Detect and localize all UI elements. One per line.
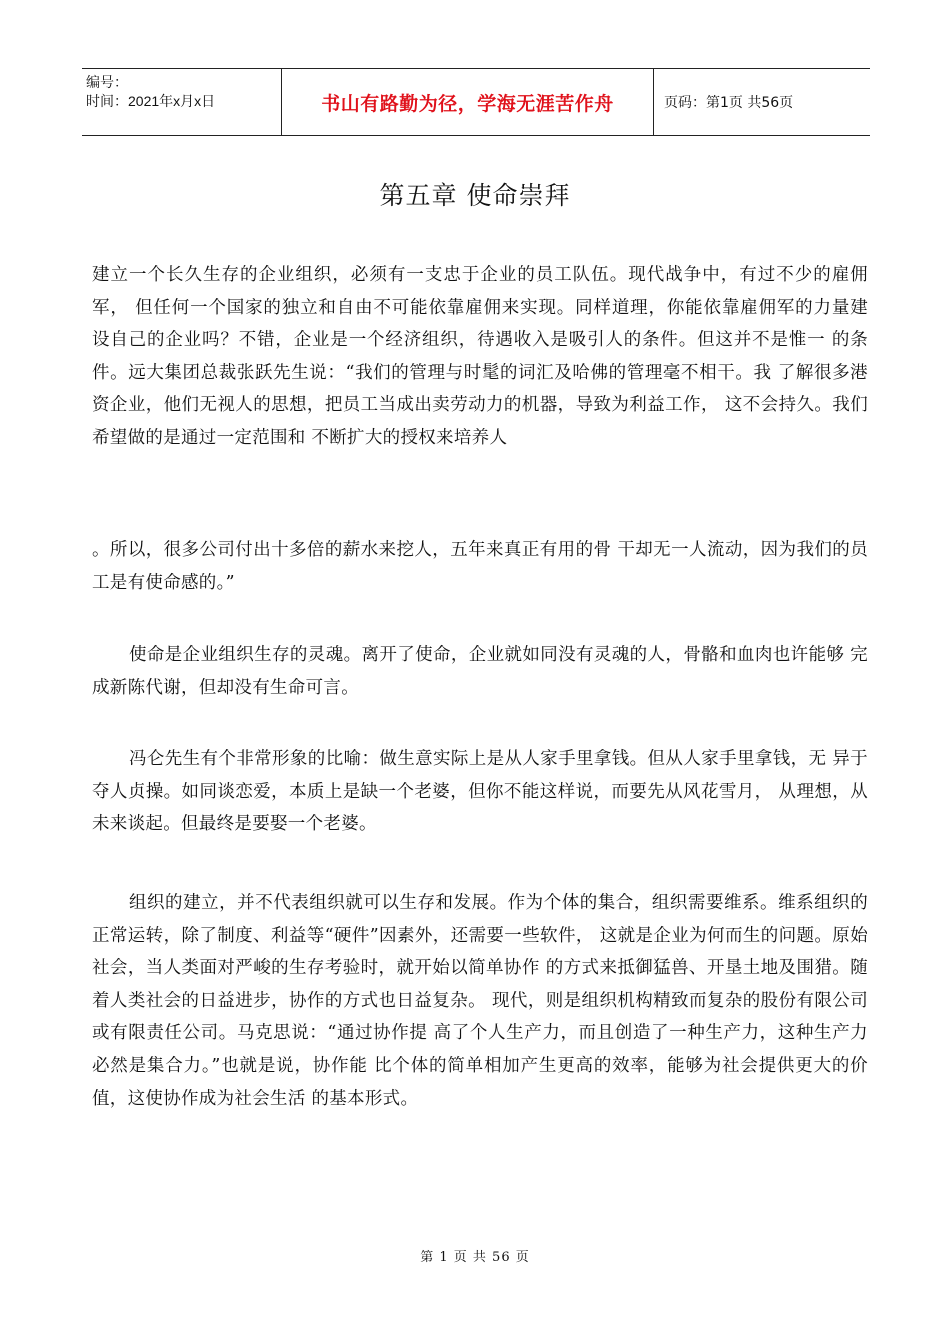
chapter-title: 第五章 使命崇拜 — [379, 181, 571, 210]
header-meta-cell — [82, 69, 282, 135]
paragraph-1: 建立一个长久生存的企业组织，必须有一支忠于企业的员工队伍。现代战争中，有过不少的雇佣军， 但任何一个国家的独立和自由不可能依靠雇佣来实现。同样道理，你能依靠雇佣军的力量建 设自己的企业吗？不错，企业是一个经济组织，待遇收入是吸引人的条件。但这并不是惟一 的条件。远大集团总裁张跃先生说：“我们的管理与时髦的词汇及哈佛的管理毫不相干。我 了解很多港资企业，他们无视人的思想，把员工当成出卖劳动力的机器，导致为利益工作， 这不会持久。我们希望做的是通过一定范围和 不断扩大的授权来培养人 — [92, 265, 868, 448]
header-motto-cell — [282, 69, 654, 135]
paragraph-1-continuation: 。所以，很多公司付出十多倍的薪水来挖人，五年来真正有用的骨 干却无一人流动，因为我们的员工是有使命感的。” — [92, 540, 868, 593]
header-motto: 书山有路勤为径，学海无涯苦作舟 — [321, 92, 614, 115]
document-time-label: 时间：2021年x月x日 — [86, 93, 216, 109]
document-header — [82, 68, 870, 136]
paragraph-4: 组织的建立，并不代表组织就可以生存和发展。作为个体的集合，组织需要维系。维系组织的正常运转，除了制度、利益等“硬件”因素外，还需要一些软件， 这就是企业为何而生的问题。原始社会，当人类面对严峻的生存考验时，就开始以简单协作 的方式来抵御猛兽、开垦土地及围猎。随着人类社会的日益进步，协作的方式也日益复杂。 现代，则是组织机构精致而复杂的股份有限公司或有限责任公司。马克思说：“通过协作提 高了个人生产力，而且创造了一种生产力，这种生产力必然是集合力。”也就是说，协作能 比个体的简单相加产生更高的效率，能够为社会提供更大的价值，这使协作成为社会生活 的基本形式。 — [92, 893, 868, 1109]
page-footer: 第 1 页 共 56 页 — [420, 1250, 530, 1265]
header-page-cell — [654, 69, 870, 135]
document-number-label: 编号： — [86, 74, 128, 90]
paragraph-3: 冯仑先生有个非常形象的比喻：做生意实际上是从人家手里拿钱。但从人家手里拿钱，无 异于夺人贞操。如同谈恋爱，本质上是缺一个老婆，但你不能这样说，而要先从风花雪月， 从理想，从未来谈起。但最终是要娶一个老婆。 — [92, 749, 868, 835]
paragraph-2: 使命是企业组织生存的灵魂。离开了使命，企业就如同没有灵魂的人，骨骼和血肉也许能够 完成新陈代谢，但却没有生命可言。 — [92, 645, 868, 698]
header-page-info: 页码：第1页 共56页 — [664, 95, 794, 111]
